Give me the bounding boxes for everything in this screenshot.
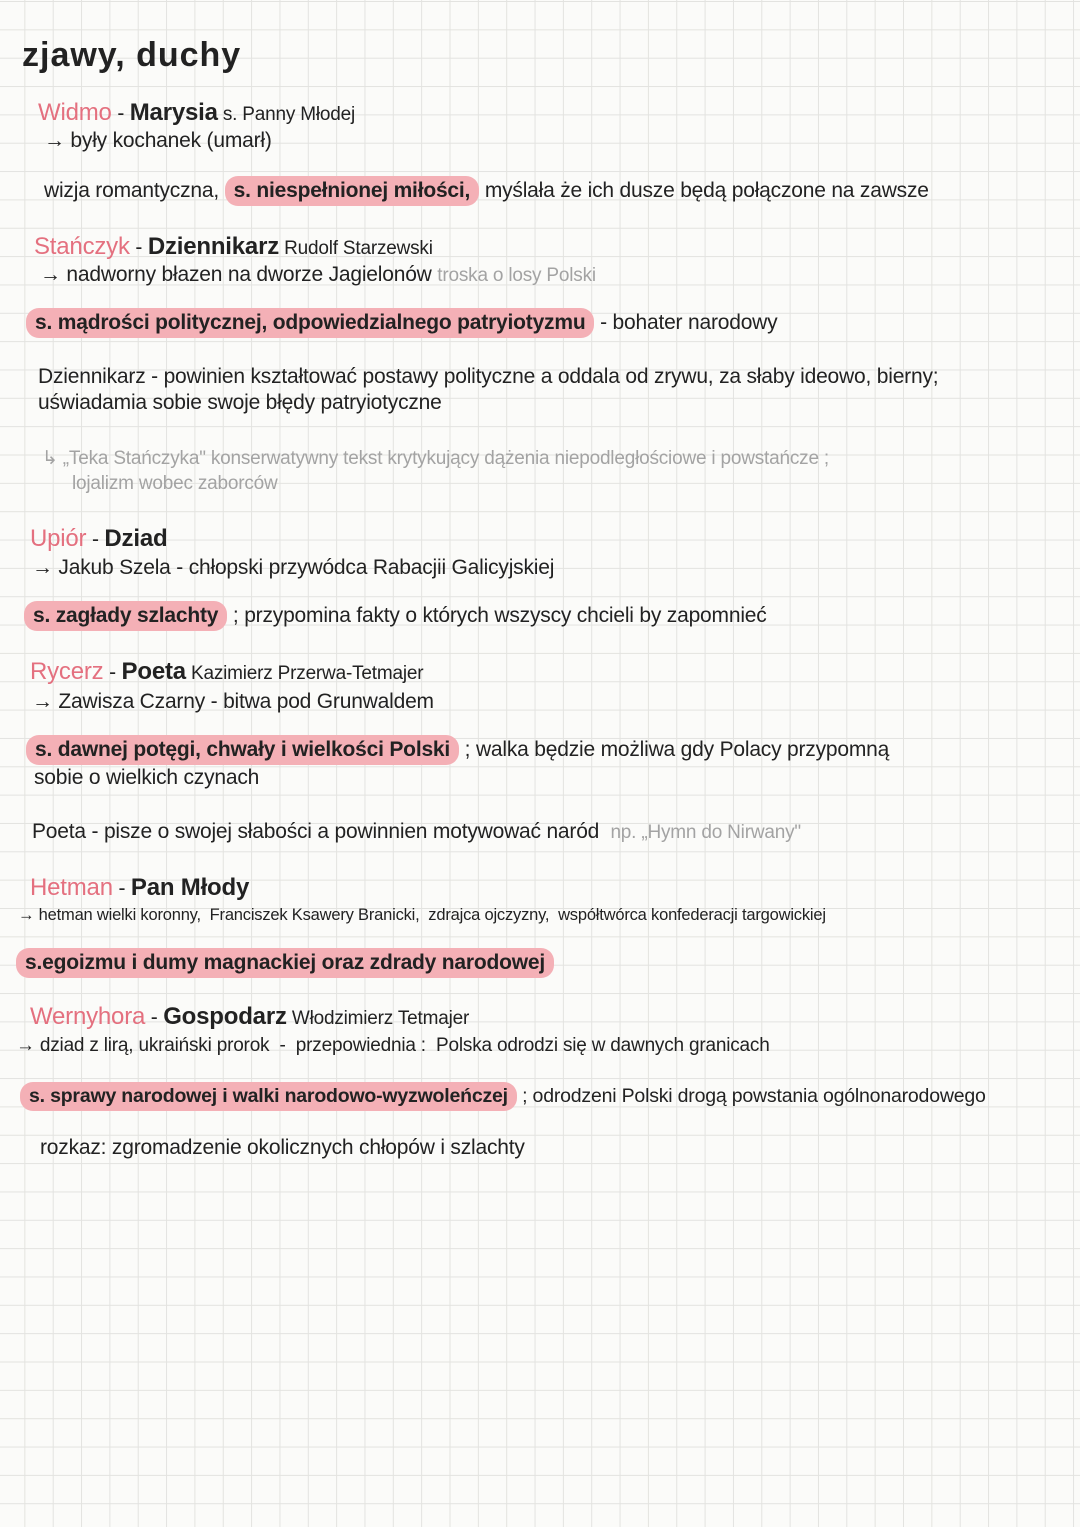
highlighted-symbol: s.egoizmu i dumy magnackiej oraz zdrady narodowej (16, 948, 554, 978)
page-title-line (16, 36, 1072, 75)
ghost-name: Upiór (30, 525, 87, 552)
widmo-arrow-line (16, 129, 1072, 153)
page-title: zjawy, duchy (22, 36, 242, 74)
teka-stanczyka-note-line-2 (16, 473, 1072, 495)
upior-arrow-line (16, 556, 1072, 580)
ghost-name: Widmo (38, 99, 112, 126)
text-segment: → były kochanek (umarł) (44, 129, 272, 152)
text-segment: wizja romantyczna, (44, 179, 225, 202)
side-note: np. „Hymn do Nirwany" (610, 822, 801, 843)
rycerz-symbol-line-2 (16, 766, 1072, 790)
upior-symbol-line (16, 604, 1072, 628)
text-segment: Kazimierz Przerwa-Tetmajer (185, 663, 424, 684)
character-name: Dziad (104, 525, 168, 552)
text-segment: → dziad z lirą, ukraiński prorok - przepowiednia : Polska odrodzi się w dawnych granicach (16, 1035, 770, 1056)
text-segment: Włodzimierz Tetmajer (286, 1008, 470, 1029)
text-segment: rozkaz: zgromadzenie okolicznych chłopów i szlachty (40, 1136, 525, 1159)
text-segment: ; walka będzie możliwa gdy Polacy przypomną (459, 738, 890, 761)
text-segment: ; odrodzeni Polski drogą powstania ogólnonarodowego (516, 1085, 986, 1107)
text-segment: - (86, 528, 105, 551)
wernyhora-heading-line (16, 1003, 1072, 1031)
stanczyk-arrow-line (16, 263, 1072, 287)
rycerz-heading-line (16, 658, 1072, 686)
text-segment: sobie o wielkich czynach (34, 766, 260, 789)
highlighted-symbol: s. niespełnionej miłości, (225, 176, 480, 206)
hetman-arrow-line (16, 906, 1072, 925)
widmo-heading-line (16, 99, 1072, 127)
character-name: Poeta (121, 658, 186, 685)
ghost-name: Hetman (30, 874, 113, 901)
side-note: troska o losy Polski (437, 265, 596, 286)
text-segment: - (103, 661, 122, 684)
text-segment: → hetman wielki koronny, Franciszek Ksawery Branicki, zdrajca ojczyzny, współtwórca konfederacji targowickiej (18, 906, 826, 924)
text-segment: → nadworny błazen na dworze Jagielonów (40, 263, 438, 286)
text-segment: → Jakub Szela - chłopski przywódca Rabacjii Galicyjskiej (32, 556, 555, 579)
text-segment: Dziennikarz - powinien kształtować postawy polityczne a oddala od zrywu, za słaby ideowo, bierny; (38, 365, 939, 388)
text-segment: - (145, 1006, 164, 1029)
hetman-symbol-line (16, 951, 1072, 975)
text-segment: myślała że ich dusze będą połączone na zawsze (479, 179, 929, 202)
ghost-name: Wernyhora (30, 1003, 146, 1030)
rycerz-symbol-line-1 (16, 738, 1072, 762)
character-name: Pan Młody (130, 874, 250, 901)
ghost-name: Rycerz (30, 658, 104, 685)
widmo-symbol-line (16, 179, 1072, 203)
text-segment: Rudolf Starzewski (279, 238, 433, 259)
stanczyk-symbol-line (16, 311, 1072, 335)
text-segment: → Zawisza Czarny - bitwa pod Grunwaldem (32, 690, 434, 713)
text-segment: Poeta - pisze o swojej słabości a powinnien motywować naród (32, 820, 611, 843)
character-name: Dziennikarz (147, 233, 280, 260)
text-segment: - (129, 236, 148, 259)
side-note: ↳ „Teka Stańczyka" konserwatywny tekst krytykujący dążenia niepodległościowe i powstańcze ; (42, 448, 829, 469)
ghost-name: Stańczyk (34, 233, 130, 260)
stanczyk-note-line-2 (16, 391, 1072, 415)
text-segment: - (111, 102, 130, 125)
rozkaz-line (16, 1136, 1072, 1160)
highlighted-symbol: s. dawnej potęgi, chwały i wielkości Polski (26, 735, 459, 765)
rycerz-arrow-line (16, 690, 1072, 714)
text-segment: ; przypomina fakty o których wszyscy chcieli by zapomnieć (227, 604, 767, 627)
teka-stanczyka-note-line-1 (16, 447, 1072, 470)
stanczyk-heading-line (16, 233, 1072, 261)
text-segment: s. Panny Młodej (217, 104, 356, 125)
highlighted-symbol: s. zagłady szlachty (24, 601, 227, 631)
stanczyk-note-line-1 (16, 365, 1072, 389)
text-segment: - (112, 877, 131, 900)
text-segment: - bohater narodowy (594, 311, 778, 334)
highlighted-symbol: s. sprawy narodowej i walki narodowo-wyzwoleńczej (20, 1082, 517, 1111)
highlighted-symbol: s. mądrości politycznej, odpowiedzialnego patryiotyzmu (26, 308, 594, 338)
wernyhora-symbol-line (16, 1085, 1072, 1108)
character-name: Marysia (129, 99, 218, 126)
wernyhora-arrow-line (16, 1035, 1072, 1057)
text-segment: uświadamia sobie swoje błędy patryiotyczne (38, 391, 442, 414)
side-note: lojalizm wobec zaborców (72, 473, 278, 494)
poeta-note-line (16, 820, 1072, 844)
hetman-heading-line (16, 874, 1072, 902)
upior-heading-line (16, 525, 1072, 553)
character-name: Gospodarz (163, 1003, 287, 1030)
